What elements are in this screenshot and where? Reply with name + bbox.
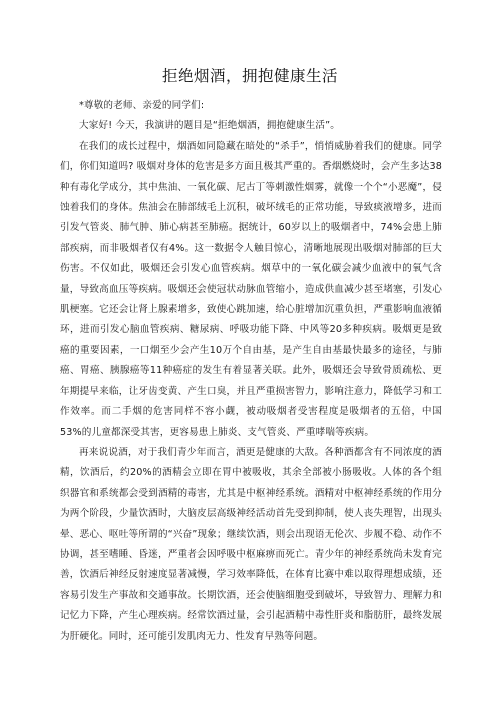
paragraph-opening: 大家好! 今天，我演讲的题目是“拒绝烟酒，拥抱健康生活”。 [79,120,341,132]
document-body [60,96,442,647]
document-title: 拒绝烟酒，拥抱健康生活 [161,67,338,85]
paragraph-smoking: 在我们的成长过程中，烟酒如同隐藏在暗处的“杀手”，悄悄威胁着我们的健康。同学们，你们知道吗? 吸烟对身体的危害是多方面且极其严重的。香烟燃烧时，会产生多达38种有毒化学成分，其中焦油、一氧化碳、尼古丁等刺激性烟雾，就像一个个“小恶魔”，侵蚀着我们的身体。焦油会在肺部绒毛上沉积，破坏绒毛的正常功能，导致痰液增多，进而引发气管炎、肺气肿、肺心病甚至肺癌。据统计，60岁以上的吸烟者中，74%会患上肺部疾病，而非吸烟者仅有4%。这一数据令人触目惊心，清晰地展现出吸烟对肺部的巨大伤害。不仅如此，吸烟还会引发心血管疾病。烟草中的一氧化碳会减少血液中的氧气含量，导致高血压等疾病。吸烟还会使冠状动脉血管缩小，造成供血减少甚至堵塞，引发心肌梗塞。它还会让肾上腺素增多，致使心跳加速，给心脏增加沉重负担，严重影响血液循环，进而引发心脑血管疾病、糖尿病、呼吸功能下降、中风等20多种疾病。吸烟更是致癌的重要因素，一口烟至少会产生10万个自由基，是产生自由基最快最多的途径，与肺癌、胃癌、胰腺癌等11种癌症的发生有着显著关联。此外，吸烟还会导致骨质疏松、更年期提早来临，让牙齿变黄、产生口臭，并且严重损害智力，影响注意力，降低学习和工作效率。而二手烟的危害同样不容小觑，被动吸烟者受害程度是吸烟者的五倍，中国53%的儿童都深受其害，更容易患上肺炎、支气管炎、严重哮喘等疾病。 [60,140,442,438]
paragraph-alcohol: 再来说说酒，对于我们青少年而言，酒更是健康的大敌。各种酒都含有不同浓度的酒精，饮酒后，约20%的酒精会立即在胃中被吸收，其余全部被小肠吸收。人体的各个组织器官和系统都会受到酒精的毒害，尤其是中枢神经系统。酒精对中枢神经系统的作用分为两个阶段，少量饮酒时，大脑皮层高级神经活动首先受到抑制，使人丧失理智，出现头晕、恶心、呕吐等所谓的“兴奋”现象；继续饮酒，则会出现语无伦次、步履不稳、动作不协调，甚至嗜睡、昏迷，严重者会因呼吸中枢麻痹而死亡。青少年的神经系统尚未发育完善，饮酒后神经反射速度显著减慢，学习效率降低，在体育比赛中难以取得理想成绩，还容易引发生产事故和交通事故。长期饮酒，还会使脑细胞受到破坏，导致智力、理解力和记忆力下降，产生心理疾病。经常饮酒过量，会引起酒精中毒性肝炎和脂肪肝，最终发展为肝硬化。同时，还可能引发肌肉无力、性发育早熟等问题。 [60,446,442,642]
greeting-line: *尊敬的老师、亲爱的同学们: [79,100,205,111]
